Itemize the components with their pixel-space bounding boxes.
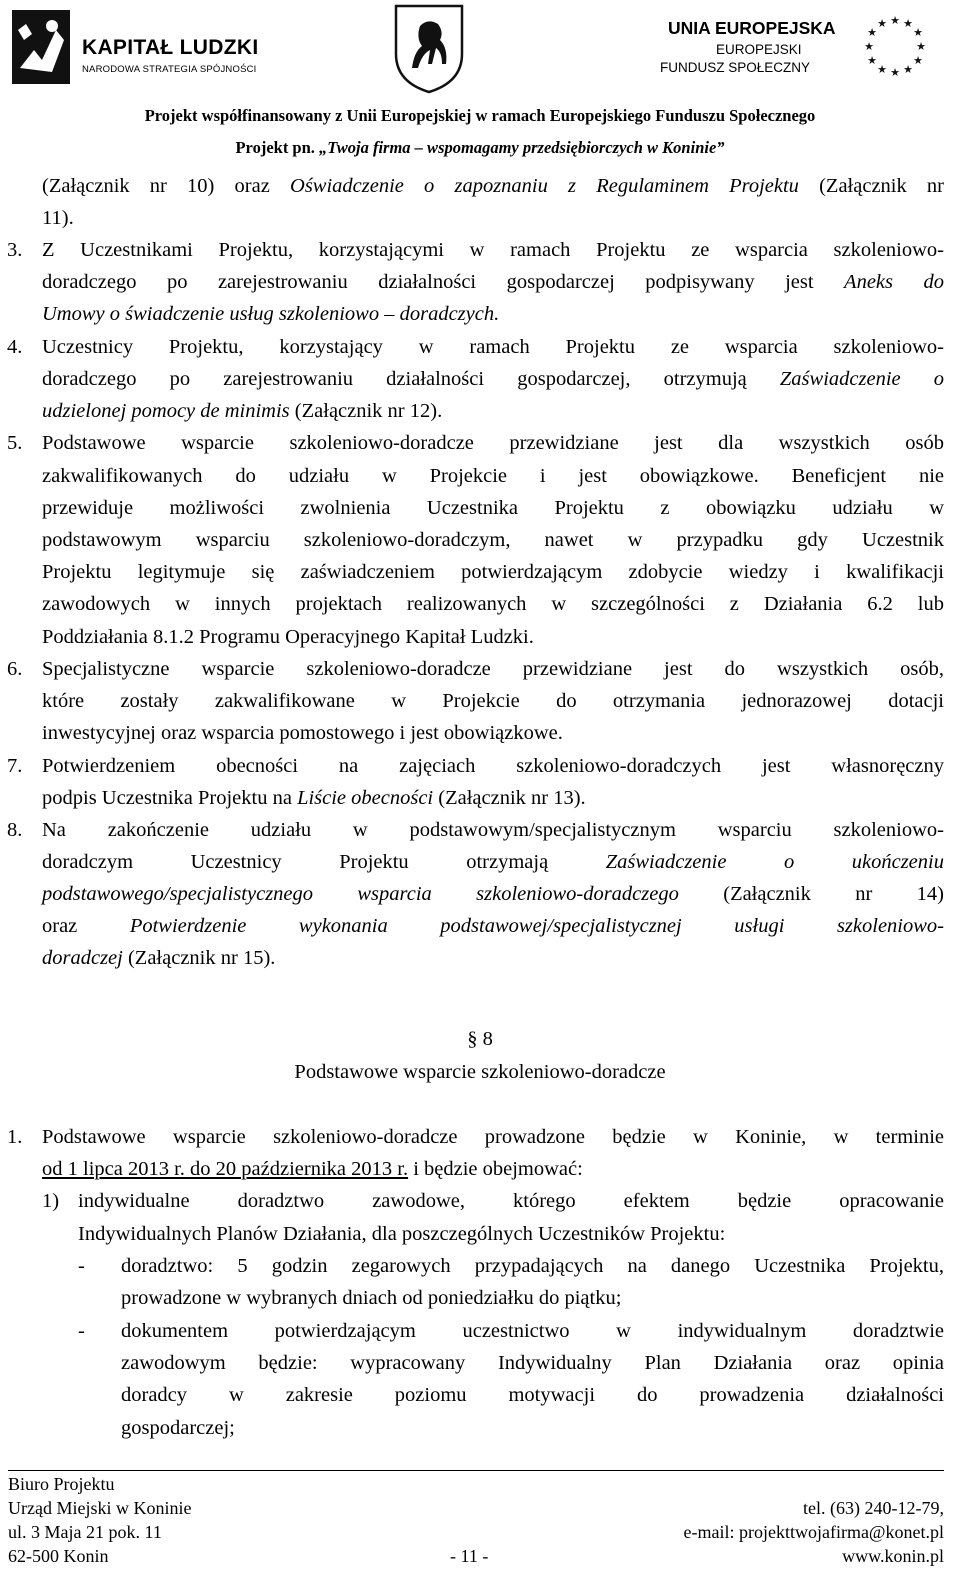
text-line: prowadzone w wybranych dniach od poniedziałku do piątku;: [121, 1287, 622, 1309]
eu-logo-line2: EUROPEJSKI: [716, 42, 802, 57]
page-header: [0, 0, 960, 170]
footer-divider: [8, 1470, 944, 1471]
page-number: - 11 -: [450, 1546, 489, 1566]
svg-text:★: ★: [877, 17, 887, 30]
text-line: Uczestnicy Projektu, korzystający w ramach Projektu ze wsparcia szkoleniowo-: [42, 336, 944, 358]
cofinancing-line: Projekt współfinansowany z Unii Europejskiej w ramach Europejskiego Funduszu Społecznego: [144, 106, 816, 125]
footer-phone: tel. (63) 240-12-79,: [803, 1498, 944, 1518]
list-number: 4.: [7, 336, 23, 358]
section-title: Podstawowe wsparcie szkoleniowo-doradcze: [294, 1061, 666, 1083]
footer-website: www.konin.pl: [842, 1546, 944, 1566]
text-line: inwestycyjnej oraz wsparcia pomostowego i jest obowiązkowe.: [42, 722, 563, 744]
text-line: dokumentem potwierdzającym uczestnictwo w indywidualnym doradztwie: [121, 1320, 944, 1342]
text-line: od 1 lipca 2013 r. do 20 października 2013 r. i będzie obejmować:: [42, 1158, 583, 1180]
logo-title: KAPITAŁ LUDZKI: [82, 36, 259, 59]
text-line: Na zakończenie udziału w podstawowym/specjalistycznym wsparciu szkoleniowo-: [42, 819, 944, 841]
text-line: 11).: [42, 207, 74, 229]
text-line: (Załącznik nr 10) oraz Oświadczenie o zapoznaniu z Regulaminem Projektu (Załącznik nr: [42, 175, 944, 197]
text-line: Podstawowe wsparcie szkoleniowo-doradcze przewidziane jest dla wszystkich osób: [42, 432, 944, 454]
svg-text:★: ★: [913, 26, 923, 39]
text-line: Poddziałania 8.1.2 Programu Operacyjnego Kapitał Ludzki.: [42, 626, 534, 648]
footer-office: Biuro Projektu: [8, 1474, 115, 1494]
svg-text:★: ★: [916, 40, 926, 53]
project-title: „Twoja firma – wspomagamy przedsiębiorczych w Koninie”: [319, 138, 725, 157]
project-name-line: [0, 138, 960, 158]
svg-text:★: ★: [864, 40, 874, 53]
text-line: indywidualne doradztwo zawodowe, którego efektem będzie opracowanie: [78, 1190, 944, 1212]
logo-subtitle: NARODOWA STRATEGIA SPÓJNOŚCI: [82, 64, 257, 75]
eu-logo: [660, 6, 950, 86]
svg-text:★: ★: [903, 17, 913, 30]
footer-email: e-mail: projekttwojafirma@konet.pl: [683, 1522, 944, 1542]
list-number: 1.: [7, 1126, 23, 1148]
text-line: gospodarczej;: [121, 1417, 235, 1439]
text-line: podstawowym wsparciu szkoleniowo-doradczym, nawet w przypadku gdy Uczestnik: [42, 529, 944, 551]
text-line: doradcy w zakresie poziomu motywacji do prowadzenia działalności: [121, 1384, 944, 1406]
svg-text:★: ★: [913, 54, 923, 67]
text-line: oraz Potwierdzenie wykonania podstawowej/specjalistycznej usługi szkoleniowo-: [42, 915, 945, 937]
text-line: doradztwo: 5 godzin zegarowych przypadających na danego Uczestnika Projektu,: [121, 1255, 944, 1277]
dash-bullet: -: [78, 1320, 85, 1342]
eu-logo-line3: FUNDUSZ SPOŁECZNY: [660, 60, 811, 75]
list-number: 6.: [7, 658, 23, 680]
list-number: 8.: [7, 819, 23, 841]
kapital-ludzki-logo: [12, 6, 282, 86]
svg-text:★: ★: [877, 63, 887, 76]
footer-street: ul. 3 Maja 21 pok. 11: [8, 1522, 162, 1542]
text-line: doradczego po zarejestrowaniu działalności gospodarczej, otrzymują Zaświadczenie o: [42, 368, 945, 390]
text-line: podpis Uczestnika Projektu na Liście obecności (Załącznik nr 13).: [42, 787, 586, 809]
eu-flag-icon: [850, 10, 940, 82]
text-line: zakwalifikowanych do udziału w Projekcie i jest obowiązkowe. Beneficjent nie: [42, 465, 944, 487]
konin-horse-crest-icon: [392, 2, 466, 94]
text-line: zawodowych w innych projektach realizowanych w szczególności z Działania 6.2 lub: [42, 593, 944, 615]
kapital-ludzki-emblem-icon: [12, 10, 70, 84]
sublist-number: 1): [42, 1190, 60, 1212]
svg-text:★: ★: [890, 14, 900, 27]
section-symbol: § 8: [467, 1028, 493, 1050]
text-line: Podstawowe wsparcie szkoleniowo-doradcze prowadzone będzie w Koninie, w terminie: [42, 1126, 944, 1148]
text-line: Z Uczestnikami Projektu, korzystającymi w ramach Projektu ze wsparcia szkoleniowo-: [42, 239, 944, 261]
text-line: doradczym Uczestnicy Projektu otrzymają Zaświadczenie o ukończeniu: [42, 851, 944, 873]
text-line: przewiduje możliwości zwolnienia Uczestnika Projektu z obowiązku udziału w: [42, 497, 944, 519]
list-number: 5.: [7, 432, 23, 454]
text-line: zawodowym będzie: wypracowany Indywidualny Plan Działania oraz opinia: [121, 1352, 944, 1374]
text-line: Indywidualnych Planów Działania, dla poszczególnych Uczestników Projektu:: [78, 1223, 726, 1245]
page-footer: [0, 1470, 960, 1589]
text-line: udzielonej pomocy de minimis (Załącznik nr 12).: [42, 400, 443, 422]
text-line: doradczego po zarejestrowaniu działalności gospodarczej podpisywany jest Aneks do: [42, 271, 944, 293]
text-line: doradczej (Załącznik nr 15).: [42, 947, 276, 969]
text-line: Projektu legitymuje się zaświadczeniem potwierdzającym zdobycie wiedzy i kwalifikacji: [42, 561, 944, 583]
dash-bullet: -: [78, 1255, 85, 1277]
text-line: podstawowego/specjalistycznego wsparcia szkoleniowo-doradczego (Załącznik nr 14): [42, 883, 945, 905]
text-line: Umowy o świadczenie usług szkoleniowo – doradczych.: [42, 303, 500, 325]
project-prefix: Projekt pn.: [235, 138, 315, 157]
text-line: Potwierdzeniem obecności na zajęciach szkoleniowo-doradczych jest własnoręczny: [42, 755, 944, 777]
footer-city: 62-500 Konin: [8, 1546, 109, 1566]
text-line: Specjalistyczne wsparcie szkoleniowo-doradcze przewidziane jest do wszystkich osób,: [42, 658, 944, 680]
list-number: 7.: [7, 755, 23, 777]
svg-text:★: ★: [890, 66, 900, 79]
svg-text:★: ★: [867, 54, 877, 67]
svg-text:★: ★: [903, 63, 913, 76]
footer-org: Urząd Miejski w Koninie: [8, 1498, 192, 1518]
list-number: 3.: [7, 239, 23, 261]
eu-logo-line1: UNIA EUROPEJSKA: [668, 18, 836, 38]
svg-text:★: ★: [867, 26, 877, 39]
text-line: które zostały zakwalifikowane w Projekcie do otrzymania jednorazowej dotacji: [42, 690, 944, 712]
